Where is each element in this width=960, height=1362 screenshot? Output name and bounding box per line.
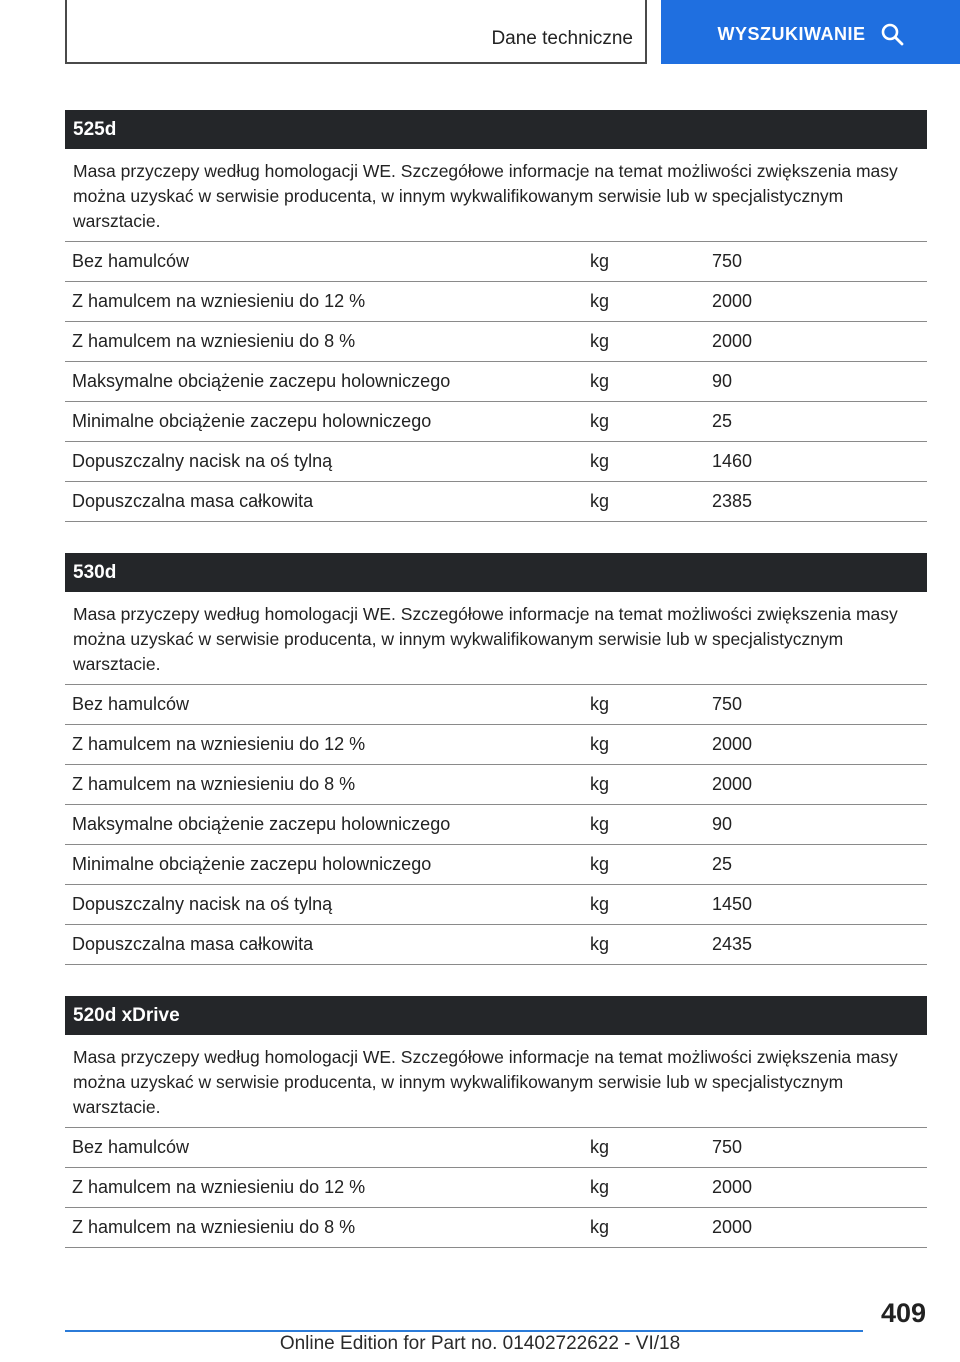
section-title: 520d xDrive [65, 996, 927, 1035]
spec-label: Z hamulcem na wzniesieniu do 12 % [72, 734, 366, 754]
spec-unit: kg [590, 1137, 610, 1157]
spec-label: Z hamulcem na wzniesieniu do 12 % [72, 1177, 366, 1197]
spec-section [65, 996, 927, 1248]
table-row [65, 685, 927, 725]
footer-edition-text: Online Edition for Part no. 01402722622 - VI/18 [279, 1333, 681, 1354]
spec-label: Minimalne obciążenie zaczepu holowniczego [72, 411, 432, 431]
spec-value: 2000 [712, 1217, 753, 1237]
table-row [65, 1208, 927, 1248]
spec-unit: kg [590, 774, 610, 794]
section-description: Masa przyczepy według homologacji WE. Szczegółowe informacje na temat możliwości zwiększenia masy można uzyskać w serwisie producenta, w innym wykwalifikowanym serwisie lub w specjalistycznym warsztacie. [65, 149, 927, 242]
spec-unit: kg [590, 411, 610, 431]
spec-value: 2435 [712, 934, 753, 954]
spec-label: Minimalne obciążenie zaczepu holowniczego [72, 854, 432, 874]
table-row [65, 885, 927, 925]
table-row [65, 805, 927, 845]
spec-value: 90 [712, 814, 733, 834]
spec-value: 2000 [712, 1177, 753, 1197]
table-row [65, 362, 927, 402]
table-row [65, 725, 927, 765]
spec-unit: kg [590, 934, 610, 954]
spec-unit: kg [590, 291, 610, 311]
table-row [65, 925, 927, 965]
spec-unit: kg [590, 371, 610, 391]
table-row [65, 1168, 927, 1208]
spec-label: Z hamulcem na wzniesieniu do 8 % [72, 331, 356, 351]
spec-unit: kg [590, 854, 610, 874]
table-row [65, 322, 927, 362]
spec-label: Z hamulcem na wzniesieniu do 12 % [72, 291, 366, 311]
spec-value: 1460 [712, 451, 753, 471]
section-description: Masa przyczepy według homologacji WE. Szczegółowe informacje na temat możliwości zwiększenia masy można uzyskać w serwisie producenta, w innym wykwalifikowanym serwisie lub w specjalistycznym warsztacie. [65, 592, 927, 685]
spec-unit: kg [590, 814, 610, 834]
table-row [65, 1128, 927, 1168]
spec-value: 25 [712, 854, 733, 874]
section-title: 530d [65, 553, 927, 592]
search-icon [880, 22, 904, 46]
spec-value: 1450 [712, 894, 753, 914]
spec-unit: kg [590, 1217, 610, 1237]
search-button-label: WYSZUKIWANIE [717, 23, 866, 44]
header-section-title: Dane techniczne [491, 28, 633, 49]
spec-label: Z hamulcem na wzniesieniu do 8 % [72, 774, 356, 794]
spec-unit: kg [590, 1177, 610, 1197]
spec-label: Dopuszczalny nacisk na oś tylną [72, 894, 333, 914]
spec-section [65, 553, 927, 965]
spec-label: Bez hamulców [72, 1137, 190, 1157]
spec-label: Maksymalne obciążenie zaczepu holowniczego [72, 371, 451, 391]
spec-unit: kg [590, 491, 610, 511]
search-button[interactable] [661, 0, 960, 64]
spec-label: Dopuszczalny nacisk na oś tylną [72, 451, 333, 471]
spec-unit: kg [590, 734, 610, 754]
spec-label: Z hamulcem na wzniesieniu do 8 % [72, 1217, 356, 1237]
spec-unit: kg [590, 894, 610, 914]
table-row [65, 442, 927, 482]
table-row [65, 242, 927, 282]
spec-value: 25 [712, 411, 733, 431]
footer-divider [65, 1330, 863, 1332]
section-title: 525d [65, 110, 927, 149]
spec-value: 2000 [712, 331, 753, 351]
spec-value: 2385 [712, 491, 753, 511]
spec-value: 2000 [712, 774, 753, 794]
spec-label: Dopuszczalna masa całkowita [72, 934, 314, 954]
section-description: Masa przyczepy według homologacji WE. Szczegółowe informacje na temat możliwości zwiększenia masy można uzyskać w serwisie producenta, w innym wykwalifikowanym serwisie lub w specjalistycznym warsztacie. [65, 1035, 927, 1128]
spec-value: 2000 [712, 734, 753, 754]
spec-label: Dopuszczalna masa całkowita [72, 491, 314, 511]
table-row [65, 402, 927, 442]
spec-value: 750 [712, 694, 743, 714]
table-row [65, 482, 927, 522]
spec-value: 90 [712, 371, 733, 391]
spec-section [65, 110, 927, 522]
spec-unit: kg [590, 331, 610, 351]
page-number: 409 [880, 1298, 926, 1328]
spec-label: Bez hamulców [72, 251, 190, 271]
spec-value: 750 [712, 251, 743, 271]
spec-tables [65, 110, 927, 1279]
spec-unit: kg [590, 251, 610, 271]
spec-label: Bez hamulców [72, 694, 190, 714]
spec-value: 2000 [712, 291, 753, 311]
table-row [65, 845, 927, 885]
spec-value: 750 [712, 1137, 743, 1157]
table-row [65, 765, 927, 805]
header-section-box [65, 0, 647, 64]
spec-label: Maksymalne obciążenie zaczepu holowniczego [72, 814, 451, 834]
spec-unit: kg [590, 451, 610, 471]
table-row [65, 282, 927, 322]
spec-unit: kg [590, 694, 610, 714]
